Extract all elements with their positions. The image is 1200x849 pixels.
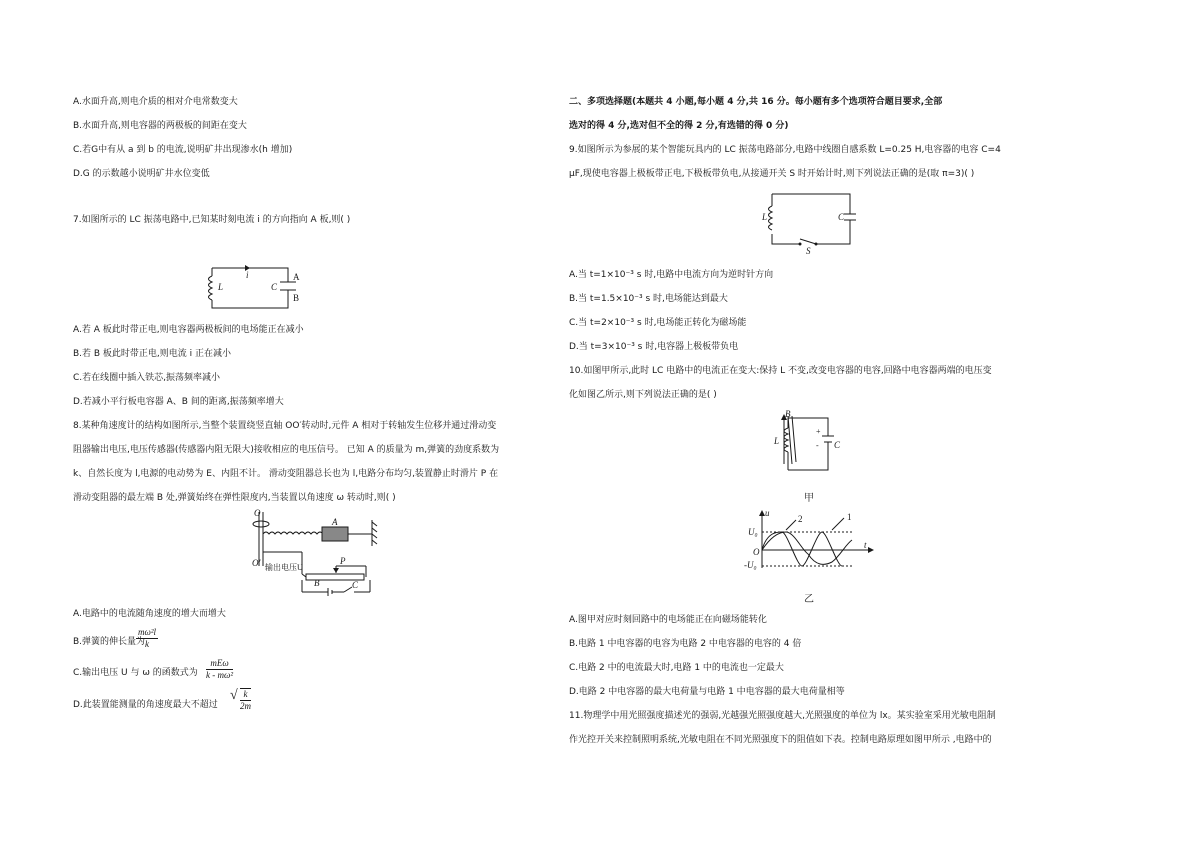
axis-o-prime-label: O′	[252, 558, 261, 568]
q10-figure-jia	[768, 408, 848, 480]
capacitor-label: C	[834, 440, 841, 450]
axis-u-label: u	[765, 508, 770, 518]
q9-option-b: B.当 t=1.5×10⁻³ s 时,电场能达到最大	[569, 294, 728, 304]
curve-2-label: 2	[798, 514, 803, 524]
q8-stem-line-3: k、自然长度为 l,电源的电动势为 E、内阻不计。 滑动变阻器总长也为 l,电路分布均匀,装置静止时滑片 P 在	[73, 469, 499, 479]
q9-option-c: C.当 t=2×10⁻³ s 时,电场能正转化为磁场能	[569, 318, 747, 328]
end-b-label: B	[314, 578, 320, 588]
q10-option-d: D.电路 2 中电容器的最大电荷量与电路 1 中电容器的最大电荷量相等	[569, 687, 845, 697]
section-heading: 二、多项选择题(本题共 4 小题,每小题 4 分,共 16 分。每小题有多个选项符合题目要求,全部	[569, 97, 943, 107]
q10-figure-yi-graph	[744, 508, 876, 570]
q8-stem-line-2: 阻器输出电压,电压传感器(传感器内阻无限大)接收相应的电压信号。 已知 A 的质量为 m,弹簧的劲度系数为	[73, 445, 500, 455]
section-heading-line-2: 选对的得 4 分,选对但不全的得 2 分,有选错的得 0 分)	[569, 121, 789, 131]
q7-option-d: D.若减小平行板电容器 A、B 间的距离,振荡频率增大	[73, 397, 284, 407]
q10-stem-line-2: 化如图乙所示,则下列说法正确的是( )	[569, 390, 717, 400]
q9-option-a: A.当 t=1×10⁻³ s 时,电路中电流方向为逆时针方向	[569, 270, 774, 280]
figure-caption-yi: 乙	[804, 594, 814, 605]
q9-stem-line-1: 9.如图所示为参展的某个智能玩具内的 LC 振荡电路部分,电路中线圈自感系数 L=0.25 H,电容器的电容 C=4	[569, 145, 1001, 155]
q10-option-c: C.电路 2 中的电流最大时,电路 1 中的电流也一定最大	[569, 663, 784, 673]
q10-stem-line-1: 10.如图甲所示,此时 LC 电路中的电流正在变大:保持 L 不变,改变电容器的电容,回路中电容器两端的电压变	[569, 366, 992, 376]
q6-option-a: A.水面升高,则电介质的相对介电常数变大	[73, 97, 238, 107]
q9-stem-line-2: μF,现使电容器上极板带正电,下极板带负电,从接通开关 S 时开始计时,则下列说法正确的是(取 π=3)( )	[569, 169, 975, 179]
q8-option-b-fraction: $\frac{\text{mω²l}}{k}$	[138, 627, 157, 649]
q7-option-c: C.若在线圈中插入铁芯,振荡频率减小	[73, 373, 221, 383]
q10-option-a: A.图甲对应时刻回路中的电场能正在向磁场能转化	[569, 615, 767, 625]
switch-s-label: S	[806, 246, 811, 254]
figure-caption-jia: 甲	[804, 493, 814, 504]
u0-label: U₀	[748, 527, 758, 537]
q8-option-a: A.电路中的电流随角速度的增大而增大	[73, 609, 226, 619]
q7-stem: 7.如图所示的 LC 振荡电路中,已知某时刻电流 i 的方向指向 A 板,则( )	[73, 215, 351, 225]
q6-option-b: B.水面升高,则电容器的两极板的间距在变大	[73, 121, 247, 131]
q7-lc-circuit-figure	[200, 256, 300, 312]
plate-a-label: A	[293, 272, 300, 282]
q9-option-d: D.当 t=3×10⁻³ s 时,电容器上极板带负电	[569, 342, 739, 352]
origin-label: O	[753, 547, 760, 557]
neg-u0-label: -U₀	[744, 560, 757, 570]
minus-sign: -	[816, 441, 819, 450]
capacitor-label: C	[838, 212, 845, 222]
inductor-label: L	[762, 212, 768, 222]
q11-stem-line-2: 作光控开关来控制照明系统,光敏电阻在不同光照强度下的阻值如下表。控制电路原理如图甲所示 ,电路中的	[569, 735, 992, 745]
q8-option-c: C.输出电压 U 与 ω 的函数式为	[73, 668, 198, 678]
sqrt-radical-icon: √	[230, 688, 238, 703]
inductor-label: L	[774, 436, 780, 446]
q8-option-d-fraction: $\frac{k}{2m}$	[240, 689, 251, 711]
axis-t-label: t	[864, 540, 867, 550]
q8-angular-speed-meter-figure	[248, 506, 380, 600]
output-voltage-label: 输出电压U	[265, 563, 303, 572]
q7-option-a: A.若 A 板此时带正电,则电容器两极板间的电场能正在减小	[73, 325, 304, 335]
q8-option-c-fraction: mEω k - mω²	[206, 658, 234, 680]
q8-option-b: B.弹簧的伸长量为	[73, 637, 146, 647]
q8-option-d: D.此装置能测量的角速度最大不超过	[73, 700, 218, 710]
q6-option-d: D.G 的示数越小说明矿井水位变低	[73, 169, 210, 179]
curve-1-label: 1	[847, 512, 852, 522]
current-i-label: i	[246, 270, 249, 280]
magnetic-field-b-label: B	[785, 409, 791, 419]
slider-p-label: P	[340, 556, 346, 566]
q10-option-b: B.电路 1 中电容器的电容为电路 2 中电容器的电容的 4 倍	[569, 639, 802, 649]
end-c-label: C	[352, 580, 359, 590]
plate-b-label: B	[293, 293, 300, 303]
element-a-label: A	[332, 517, 338, 527]
q8-stem-line-1: 8.某种角速度计的结构如图所示,当整个装置绕竖直轴 OO′转动时,元件 A 相对于转轴发生位移并通过滑动变	[73, 421, 497, 431]
q11-stem-line-1: 11.物理学中用光照强度描述光的强弱,光越强光照强度越大,光照强度的单位为 lx。某实验室采用光敏电阻制	[569, 711, 996, 721]
q6-option-c: C.若G中有从 a 到 b 的电流,说明矿井出现渗水(h 增加)	[73, 145, 293, 155]
q8-stem-line-4: 滑动变阻器的最左端 B 处,弹簧始终在弹性限度内,当装置以角速度 ω 转动时,则( )	[73, 493, 396, 503]
axis-o-label: O	[254, 508, 261, 518]
inductor-label: L	[218, 282, 224, 292]
plus-sign: +	[816, 427, 821, 436]
capacitor-label: C	[271, 282, 278, 292]
q7-option-b: B.若 B 板此时带正电,则电流 i 正在减小	[73, 349, 232, 359]
q9-lc-switch-circuit-figure	[760, 188, 860, 254]
